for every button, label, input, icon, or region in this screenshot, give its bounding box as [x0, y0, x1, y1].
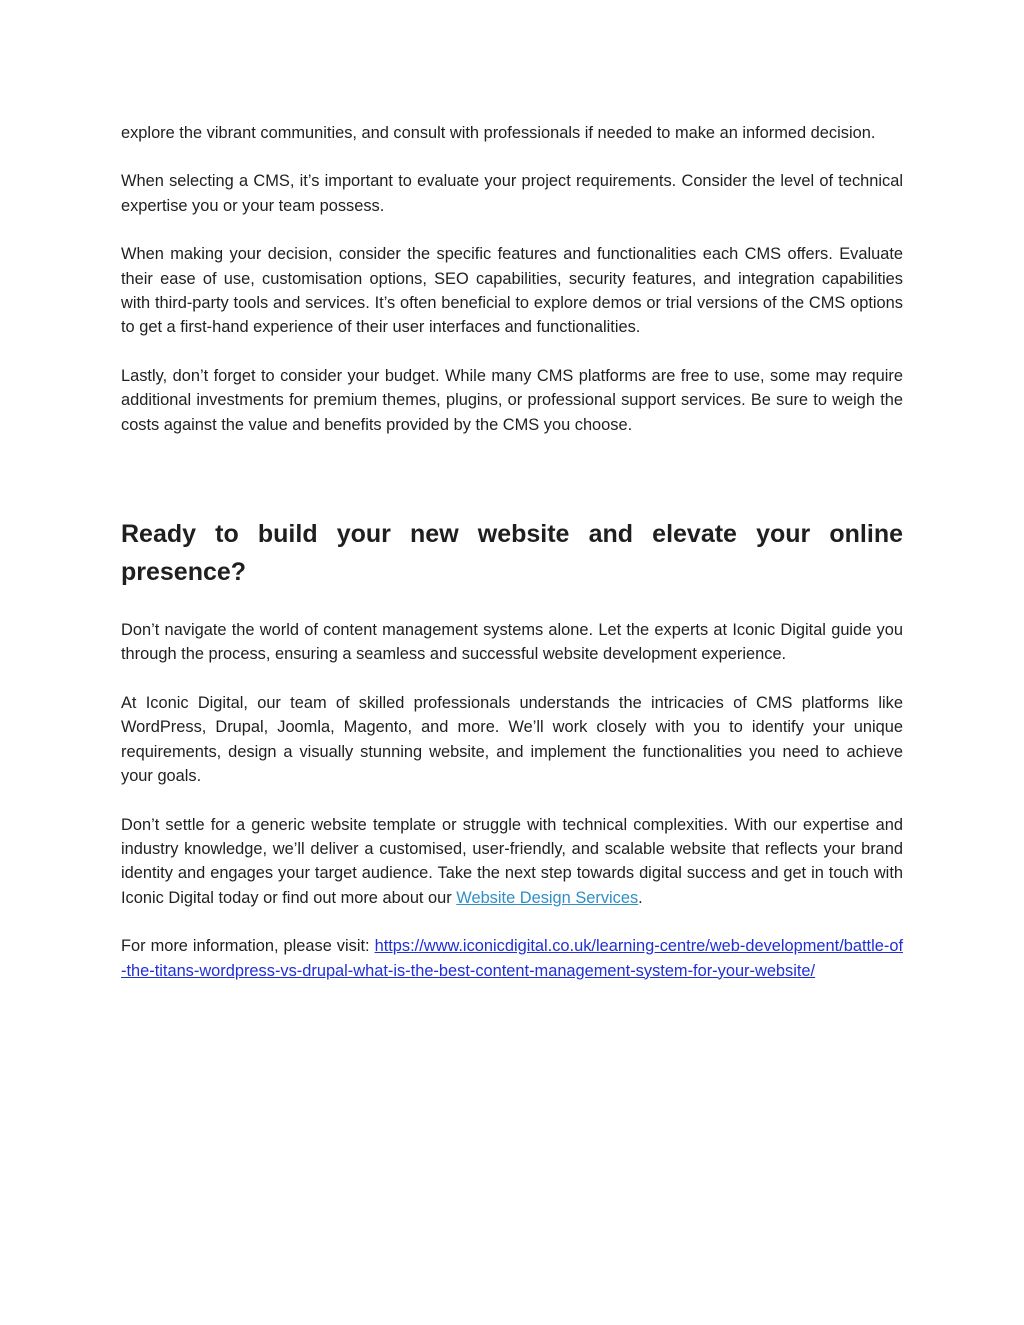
paragraph-explore-communities: explore the vibrant communities, and consult with professionals if needed to make an informed decision. — [121, 124, 876, 142]
paragraph-budget: Lastly, don’t forget to consider your budget. While many CMS platforms are free to use, some may require additional investments for premium themes, plugins, or professional support services. Be sure to weigh the costs against the value and benefits provided by the CMS you choose. — [121, 366, 903, 434]
paragraph-call-to-action — [121, 813, 903, 911]
paragraph-features-functionalities: When making your decision, consider the specific features and functionalities each CMS offers. Evaluate their ease of use, customisation options, SEO capabilities, security features, and integration capabilities with third-party tools and services. It’s often beneficial to explore demos or trial versions of the CMS options to get a first-hand experience of their user interfaces and functionalities. — [121, 245, 903, 337]
info-prefix: For more information, please visit: — [121, 937, 375, 956]
section-heading: Ready to build your new website and elevate your online presence? — [121, 520, 903, 587]
cta-text: Don’t settle for a generic website template or struggle with technical complexities. With our expertise and industry knowledge, we’ll deliver a customised, user-friendly, and scalable website that reflects your brand identity and engages your target audience. Take the next step towards digital success and get in touch with Iconic Digital today or find out more about our — [121, 815, 903, 907]
document-page — [121, 121, 903, 983]
paragraph-dont-navigate-alone: Don’t navigate the world of content management systems alone. Let the experts at Iconic Digital guide you through the process, ensuring a seamless and successful website development experience. — [121, 621, 903, 664]
paragraph-project-requirements: When selecting a CMS, it’s important to evaluate your project requirements. Consider the level of technical expertise you or your team possess. — [121, 172, 903, 215]
cta-suffix: . — [638, 888, 643, 907]
source-url-link[interactable]: https://www.iconicdigital.co.uk/learning-centre/web-development/battle-of-the-titans-wordpress-vs-drupal-what-is-the-best-content-management-system-for-your-website/ — [121, 937, 903, 980]
website-design-services-link[interactable]: Website Design Services — [456, 888, 639, 907]
paragraph-more-information — [121, 934, 903, 983]
paragraph-team-of-professionals: At Iconic Digital, our team of skilled professionals understands the intricacies of CMS platforms like WordPress, Drupal, Joomla, Magento, and more. We’ll work closely with you to identify your unique requirements, design a visually stunning website, and implement the functionalities you need to achieve your goals. — [121, 693, 903, 786]
